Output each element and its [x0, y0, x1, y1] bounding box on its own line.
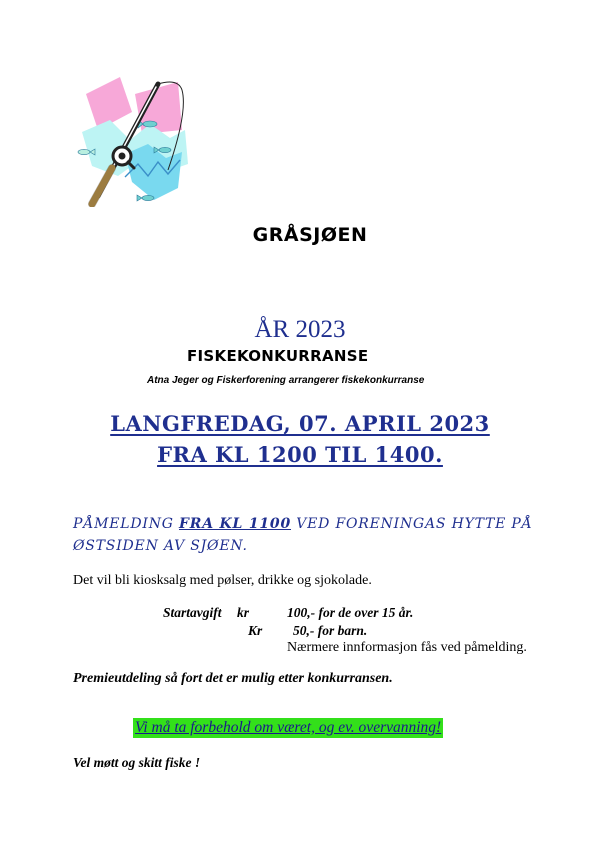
fishing-rod-clipart	[70, 72, 195, 207]
event-date	[0, 411, 600, 436]
fee-currency-adult: kr	[237, 605, 250, 620]
registration-prefix: PÅMELDING	[73, 516, 180, 532]
closing-line: Vel møtt og skitt fiske !	[73, 755, 201, 770]
fee-more-info: Nærmere innformasjon fås ved påmelding.	[287, 640, 527, 655]
event-time	[0, 442, 600, 467]
pink-shape-right	[135, 82, 182, 134]
organizer-line: Atna Jeger og Fiskerforening arrangerer fiskekonkurranse	[147, 375, 425, 386]
event-time-text: FRA KL 1200 TIL 1400.	[157, 442, 443, 467]
rod-handle-outline	[92, 168, 112, 204]
event-date-text: LANGFREDAG, 07. APRIL 2023	[110, 411, 490, 436]
contest-heading: FISKEKONKURRANSE	[187, 347, 369, 365]
page-title: GRÅSJØEN	[252, 224, 368, 246]
fish-icon	[137, 195, 154, 201]
weather-note	[133, 718, 443, 738]
fee-child: 50,- for barn.	[293, 623, 368, 638]
year-heading: ÅR 2023	[254, 316, 346, 343]
registration-suffix: VED FORENINGAS HYTTE PÅ ØSTSIDEN AV SJØEN.	[73, 516, 533, 554]
kiosk-info: Det vil bli kiosksalg med pølser, drikke og sjokolade.	[73, 573, 372, 588]
registration-time: FRA KL 1100	[179, 516, 291, 532]
fee-adult: 100,- for de over 15 år.	[287, 605, 414, 620]
fee-currency-child: Kr	[248, 623, 263, 638]
registration-info	[73, 513, 573, 557]
prize-info: Premieutdeling så fort det er mulig etter konkurransen.	[73, 671, 393, 686]
weather-note-text: Vi må ta forbehold om været, og ev. overvanning!	[135, 719, 442, 736]
fee-label: Startavgift	[163, 605, 222, 620]
